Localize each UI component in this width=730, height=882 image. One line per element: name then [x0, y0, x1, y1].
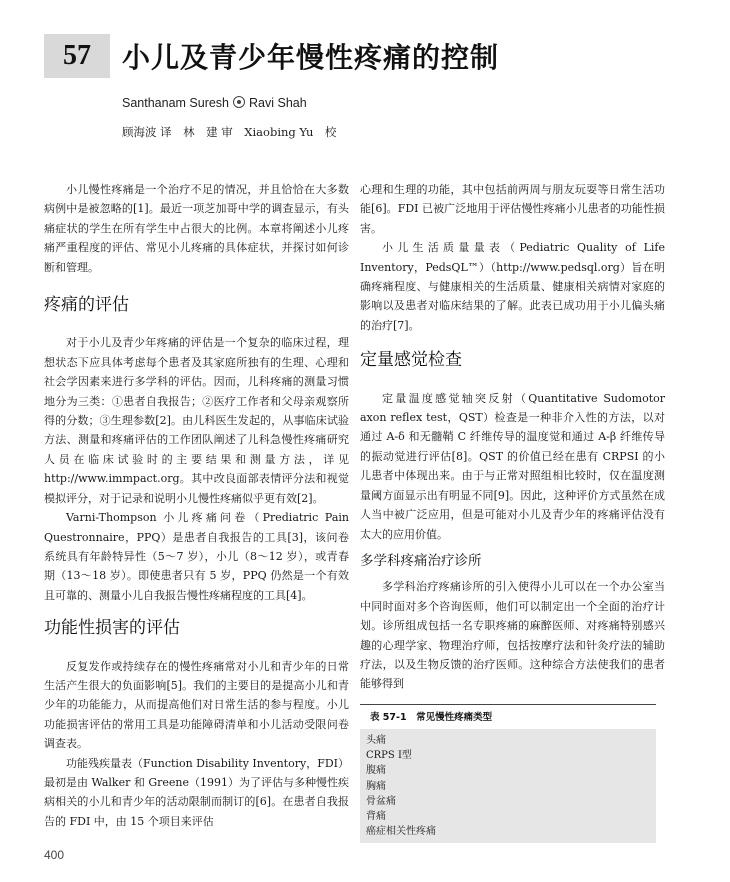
paragraph: Varni-Thompson 小儿疼痛问卷（Prediatric Pain Questronnaire，PPQ）是患者自我报告的工具[3]，该问卷系统具有年龄特异性（5～7 岁），小儿（8～12 岁），或青春期（13～18 岁）。即使患者只有 5 岁，PPQ 仍然是一个有效且可靠的、测量小儿自我报告慢性疼痛程度的工具[4]。 — [44, 511, 349, 602]
author-2: Ravi Shah — [249, 96, 307, 110]
paragraph: 小儿生活质量量表（Pediatric Quality of Life Inventory，PedsQL™）（http://www.pedsql.org）旨在明确疼痛程度、与健康相关的生活质量、健康相关病情对家庭的影响以及患者对临床结果的了解。此表已成功用于小儿偏头痛的治疗[7]。 — [360, 241, 665, 332]
authors — [122, 96, 307, 110]
paragraph: 反复发作或持续存在的慢性疼痛常对小儿和青少年的日常生活产生很大的负面影响[5]。我们的主要目的是提高小儿和青少年的功能能力，从而提高他们对日常生活的参与程度。小儿功能损害评估的常用工具是功能障碍清单和小儿活动受限问卷调查表。 — [44, 659, 349, 751]
table-row: 背痛 — [366, 811, 386, 823]
intro-paragraph: 小儿慢性疼痛是一个治疗不足的情况，并且恰恰在大多数病例中是被忽略的[1]。最近一项芝加哥中学的调查显示，有头痛症状的学生在所有学生中占很大的比例。本章将阐述小儿疼痛严重程度的评估、常见小儿疼痛的具体症状，并探讨如何诊断和管理。 — [44, 183, 349, 274]
page-number: 400 — [44, 848, 65, 862]
paragraph: 心理和生理的功能，其中包括前两周与朋友玩耍等日常生活功能[6]。FDI 已被广泛地用于评估慢性疼痛小儿患者的功能性损害。 — [360, 183, 665, 235]
section-heading-pain-assessment: 疼痛的评估 — [44, 295, 129, 316]
section-heading-qst: 定量感觉检查 — [360, 350, 462, 371]
translators: 顾海波 译 林 建 审 Xiaobing Yu 校 — [122, 125, 337, 139]
paragraph: 功能残疾量表（Function Disability Inventory，FDI）最初是由 Walker 和 Greene（1991）为了评估与多种慢性疾病相关的小儿和青少年的活动限制而制订的[6]。在患者自我报告的 FDI 中，由 15 个项目来评估 — [44, 756, 350, 828]
table-body — [360, 729, 656, 843]
table-row: CRPS Ⅰ型 — [366, 750, 412, 762]
paragraph: 对于小儿及青少年疼痛的评估是一个复杂的临床过程，理想状态下应具体考虑每个患者及其家庭所独有的生理、心理和社会学因素来进行多学科的评估。因而，儿科疼痛的测量习惯地分为三类：①患者自我报告；②医疗工作者和父母亲观察所得的分数；③生理参数[2]。由儿科医生发起的，从事临床试验方法、测量和疼痛评估的工作团队阐述了儿科急慢性疼痛研究人员在临床试验时的主要结果和测量方法，详见 http://www.immpact.org。其中改良面部表情评分法和视觉模拟评分，对于记录和说明小儿慢性疼痛似乎更有效[2]。 — [44, 336, 349, 505]
paragraph: 多学科治疗疼痛诊所的引入使得小儿可以在一个办公室当中同时面对多个咨询医师，他们可以制定出一个全面的治疗计划。诊所组成包括一名专职疼痛的麻醉医师、对疼痛特别感兴趣的心理学家、物理治疗师，包括按摩疗法和针灸疗法的辅助疗法，以及生物反馈的治疗医师。这种综合方法使我们的患者能够得到 — [360, 580, 665, 691]
author-separator-icon — [233, 96, 245, 108]
author-1: Santhanam Suresh — [122, 96, 230, 110]
table-row: 腹痛 — [366, 765, 386, 777]
subsection-heading-pain-clinic: 多学科疼痛治疗诊所 — [360, 552, 482, 569]
table-caption: 表 57-1 常见慢性疼痛类型 — [360, 704, 656, 729]
table-row: 骨盆痛 — [366, 795, 396, 807]
chapter-number: 57 — [44, 34, 110, 78]
table-row: 胸痛 — [366, 780, 386, 792]
chapter-title: 小儿及青少年慢性疼痛的控制 — [122, 41, 500, 74]
table-row: 癌症相关性疼痛 — [366, 826, 436, 838]
paragraph: 定量温度感觉轴突反射（Quantitative Sudomotor axon reflex test，QST）检查是一种非介入性的方法，以对通过 A-δ 和无髓鞘 C 纤维传导的温度觉和通过 A-β 纤维传导的振动觉进行评估[8]。QST 的价值已经在患有 CRPSI 的小儿患者中体现出来。由于与正常对照组相比较时，仅在温度测量阈方面显示出有明显不同[9]。因此，这种评价方式虽然在成人当中被广泛应用，但是可能对小儿及青少年的疼痛评估没有太大的应用价值。 — [360, 391, 665, 541]
table-57-1 — [360, 704, 656, 843]
left-column — [44, 180, 349, 831]
right-column — [360, 180, 665, 694]
section-heading-functional-impairment: 功能性损害的评估 — [44, 618, 180, 639]
table-row: 头痛 — [366, 735, 386, 746]
